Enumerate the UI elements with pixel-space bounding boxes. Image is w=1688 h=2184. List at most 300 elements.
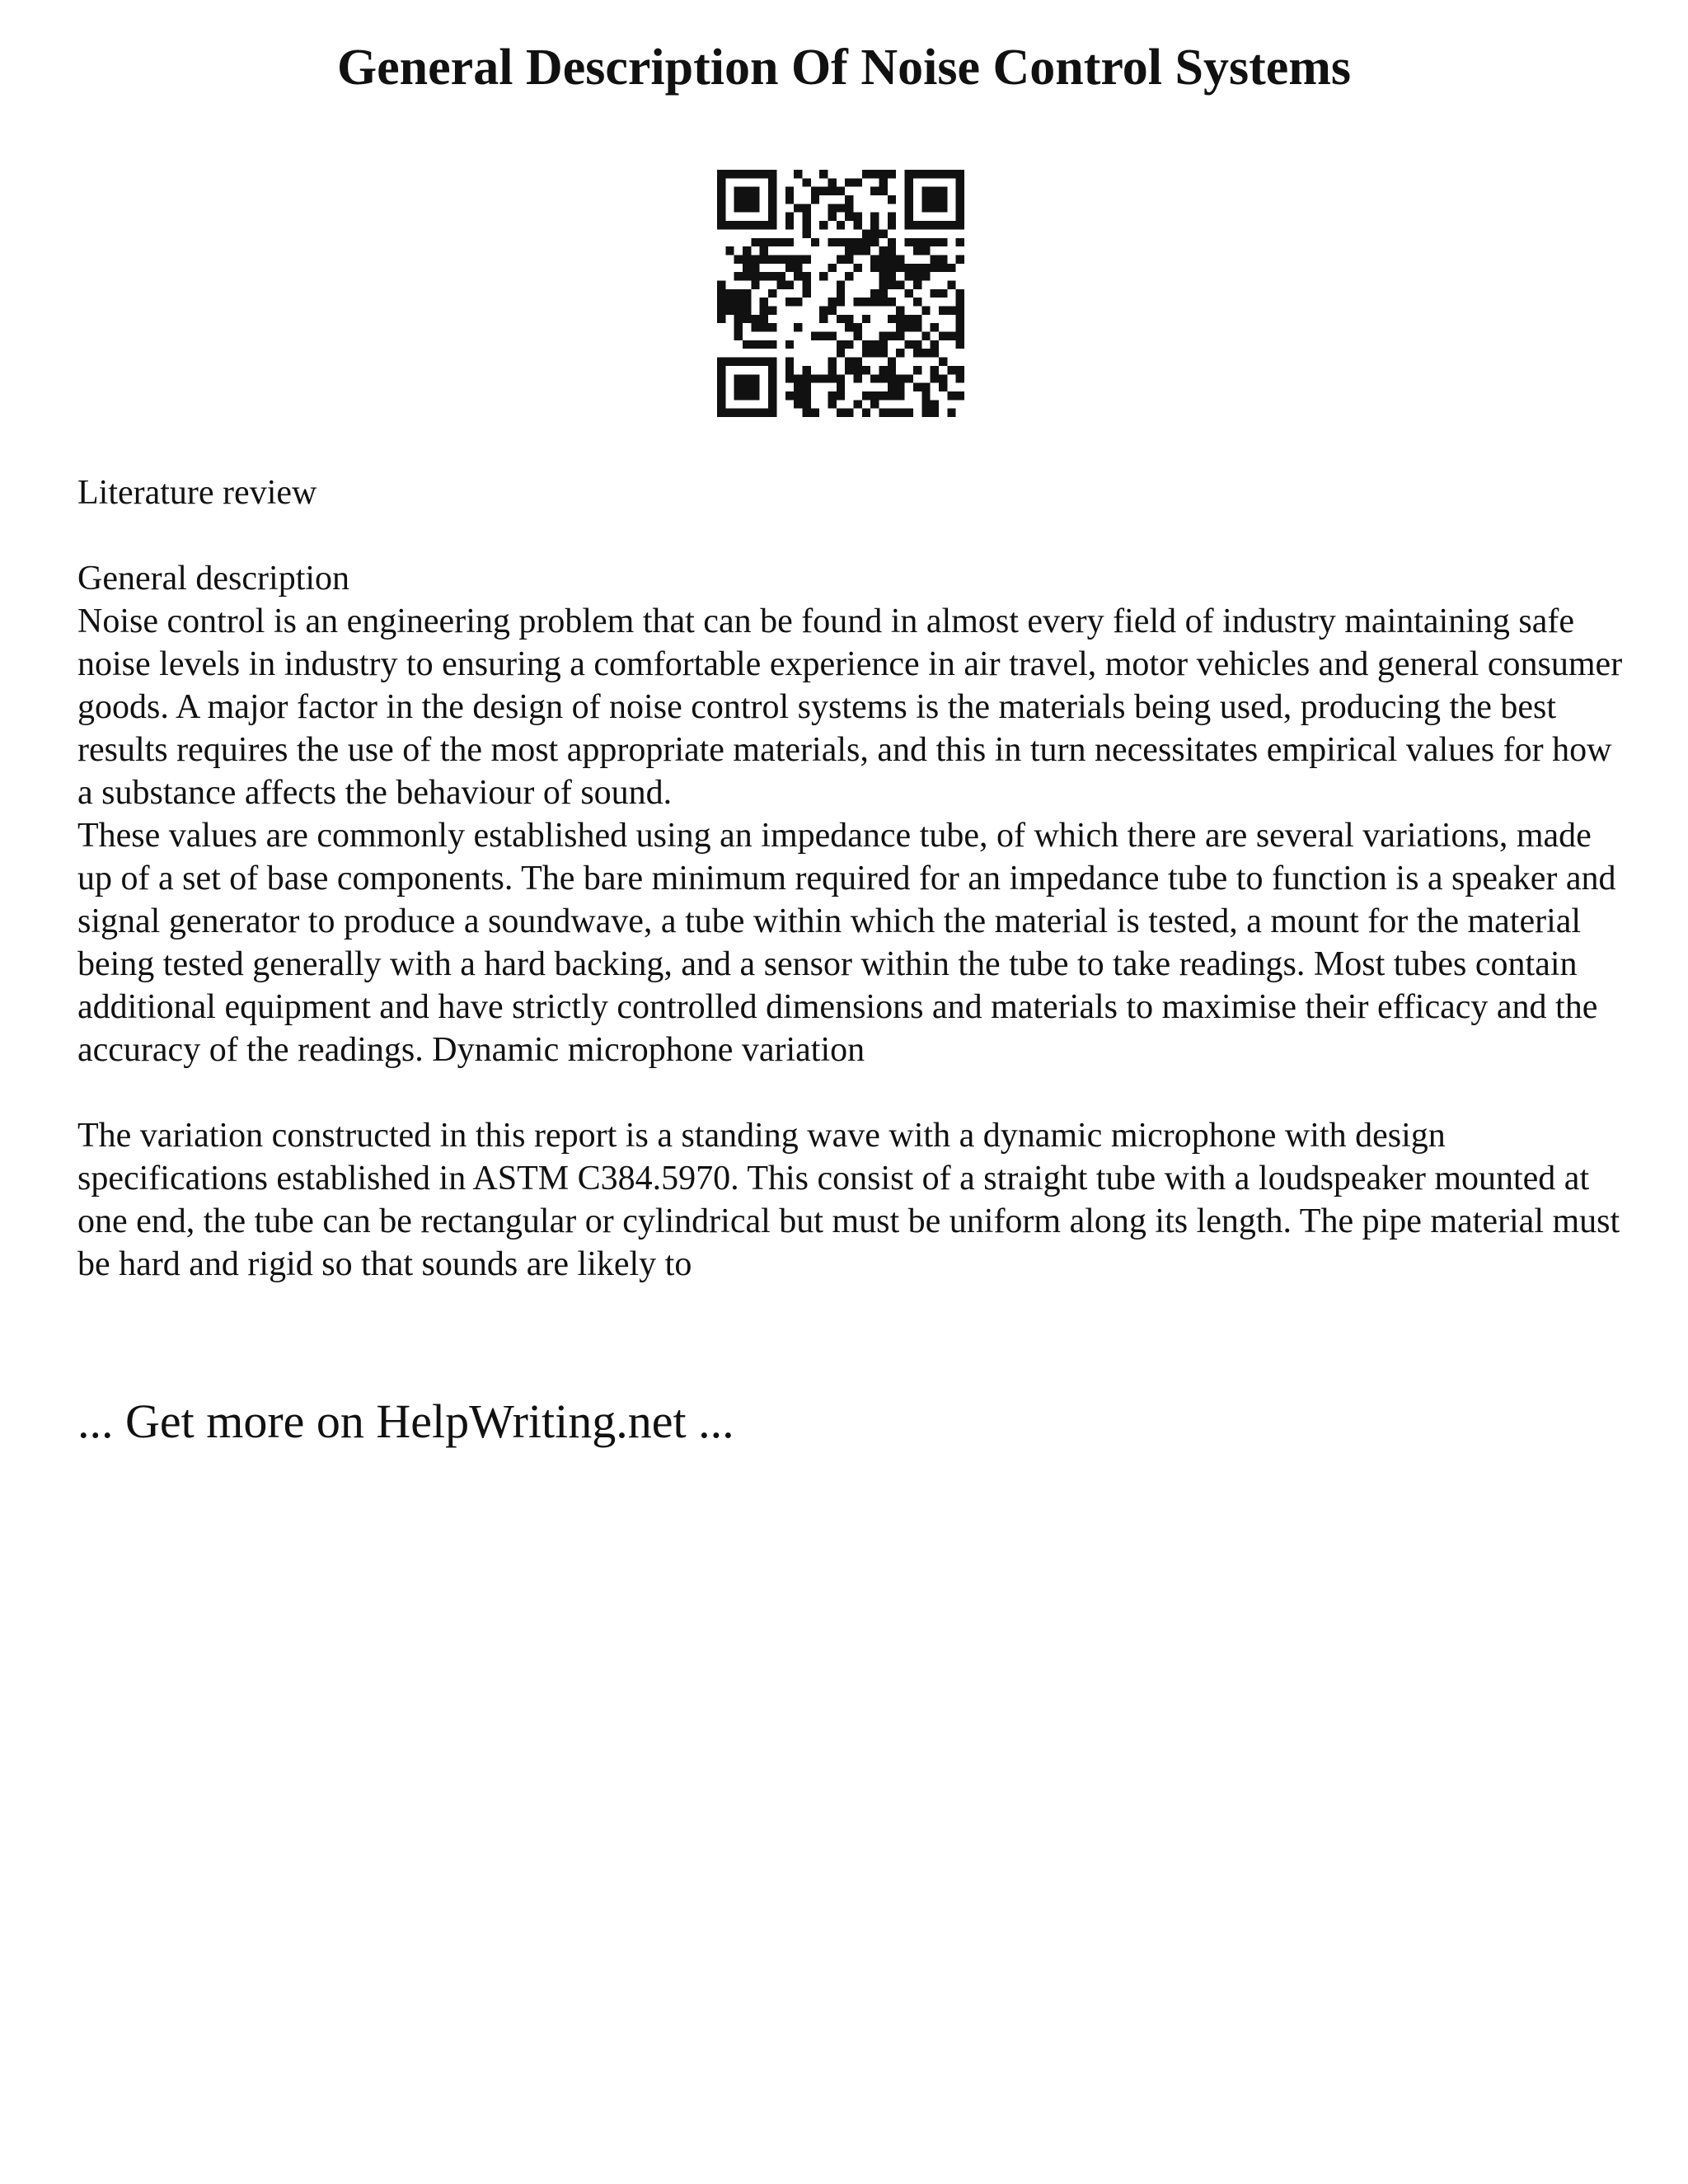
qr-module (751, 315, 759, 323)
qr-module (734, 409, 743, 417)
qr-module (768, 289, 776, 298)
qr-module (743, 307, 751, 315)
qr-module (947, 332, 955, 340)
qr-module (956, 170, 964, 178)
qr-module (751, 187, 759, 195)
qr-module (939, 255, 947, 263)
qr-module (768, 204, 776, 212)
qr-module (896, 409, 904, 417)
qr-module (854, 264, 862, 272)
qr-module (751, 272, 759, 280)
qr-module (854, 246, 862, 255)
qr-module (921, 332, 930, 340)
qr-module (879, 246, 888, 255)
qr-module (768, 238, 776, 246)
qr-module (845, 340, 853, 349)
qr-module (828, 391, 836, 400)
qr-module (888, 195, 896, 204)
promo-link[interactable]: ... Get more on HelpWriting.net ... (77, 1394, 734, 1448)
qr-module (888, 358, 896, 366)
qr-module (845, 409, 853, 417)
qr-module (802, 366, 810, 374)
qr-module (794, 383, 802, 391)
qr-module (794, 391, 802, 400)
qr-module (956, 391, 964, 400)
qr-module (819, 307, 828, 315)
qr-module (939, 358, 947, 366)
qr-module (870, 255, 879, 263)
qr-module (931, 400, 939, 408)
qr-module (947, 221, 955, 229)
qr-module (717, 391, 725, 400)
qr-module (862, 391, 870, 400)
qr-module (956, 178, 964, 186)
qr-module (743, 315, 751, 323)
section-heading: Literature review (77, 474, 317, 512)
qr-module (956, 366, 964, 374)
qr-module (879, 366, 888, 374)
qr-module (837, 280, 845, 288)
paragraph: These values are commonly established using an impedance tube, of which there are several variations, made up of a set of base components. The bare minimum required for an impedance tube to function is a speaker and signal generator to produce a soundwave, a tube within which the material is tested, a mount for the material being tested generally with a hard backing, and a sensor within the tube to take readings. Most tubes contain additional equipment and have strictly controlled dimensions and materials to maximise their efficacy and the accuracy of the readings. Dynamic microphone variation (77, 817, 1616, 1069)
qr-module (896, 323, 904, 331)
qr-module (734, 374, 743, 382)
paragraph: Noise control is an engineering problem that can be found in almost every field of industry maintaining safe noise levels in industry to ensuring a comfortable experience in air travel, motor vehicles and general consumer goods. A major factor in the design of noise control systems is the materials being used, producing the best results requires the use of the most appropriate materials, and this in turn necessitates empirical values for how a substance affects the behaviour of sound. (77, 602, 1623, 812)
qr-module (956, 289, 964, 298)
qr-module (939, 221, 947, 229)
qr-module (837, 298, 845, 306)
qr-module (939, 289, 947, 298)
qr-module (896, 349, 904, 357)
qr-module (837, 187, 845, 195)
qr-module (760, 272, 768, 280)
qr-module (717, 400, 725, 408)
qr-module (905, 264, 913, 272)
qr-module (939, 238, 947, 246)
qr-module (768, 400, 776, 408)
qr-module (888, 391, 896, 400)
qr-module (862, 315, 870, 323)
qr-module (939, 187, 947, 195)
qr-module (956, 332, 964, 340)
qr-module (828, 358, 836, 366)
qr-module (921, 187, 930, 195)
qr-module (802, 221, 810, 229)
qr-module (802, 400, 810, 408)
qr-module (751, 383, 759, 391)
qr-module (888, 170, 896, 178)
qr-module (854, 213, 862, 221)
qr-module (879, 391, 888, 400)
qr-module (837, 409, 845, 417)
qr-module (905, 221, 913, 229)
qr-module (931, 170, 939, 178)
qr-module (896, 264, 904, 272)
qr-module (802, 213, 810, 221)
qr-module (785, 374, 794, 382)
qr-module (794, 374, 802, 382)
qr-module (837, 340, 845, 349)
qr-module (751, 204, 759, 212)
qr-module (862, 246, 870, 255)
qr-module (794, 255, 802, 263)
qr-module (870, 170, 879, 178)
qr-module (794, 323, 802, 331)
qr-module (743, 246, 751, 255)
qr-module (776, 272, 785, 280)
qr-module (956, 255, 964, 263)
qr-module (870, 238, 879, 246)
qr-module (794, 400, 802, 408)
qr-module (837, 289, 845, 298)
qr-module (888, 255, 896, 263)
qr-module (879, 170, 888, 178)
qr-module (768, 195, 776, 204)
qr-module (905, 409, 913, 417)
qr-module (862, 366, 870, 374)
qr-module (921, 238, 930, 246)
qr-module (760, 170, 768, 178)
qr-module (905, 178, 913, 186)
qr-module (751, 358, 759, 366)
qr-module (837, 204, 845, 212)
qr-module (921, 272, 930, 280)
qr-module (819, 315, 828, 323)
qr-module (768, 213, 776, 221)
qr-module (845, 178, 853, 186)
qr-module (717, 374, 725, 382)
qr-module (802, 289, 810, 298)
qr-module (828, 204, 836, 212)
qr-module (717, 366, 725, 374)
qr-module (879, 187, 888, 195)
qr-module (717, 195, 725, 204)
qr-module (956, 340, 964, 349)
qr-module (913, 323, 921, 331)
qr-module (743, 272, 751, 280)
qr-module (734, 358, 743, 366)
qr-module (879, 332, 888, 340)
qr-module (939, 374, 947, 382)
qr-module (837, 349, 845, 357)
qr-module (802, 391, 810, 400)
qr-module (734, 255, 743, 263)
qr-module (931, 195, 939, 204)
qr-module (913, 366, 921, 374)
qr-module (717, 170, 725, 178)
qr-module (768, 178, 776, 186)
qr-module (879, 289, 888, 298)
qr-module (870, 187, 879, 195)
qr-module (956, 323, 964, 331)
qr-module (845, 366, 853, 374)
qr-module (734, 289, 743, 298)
qr-module (743, 340, 751, 349)
qr-module (725, 307, 734, 315)
qr-module (725, 289, 734, 298)
qr-module (785, 366, 794, 374)
qr-module (854, 366, 862, 374)
qr-module (956, 213, 964, 221)
qr-module (870, 298, 879, 306)
qr-module (854, 358, 862, 366)
qr-module (760, 358, 768, 366)
qr-module (751, 391, 759, 400)
qr-module (828, 307, 836, 315)
qr-module (802, 374, 810, 382)
qr-module (879, 340, 888, 349)
qr-module (931, 264, 939, 272)
qr-module (921, 409, 930, 417)
qr-module (785, 213, 794, 221)
qr-module (862, 340, 870, 349)
qr-module (785, 358, 794, 366)
qr-module (717, 298, 725, 306)
qr-module (913, 246, 921, 255)
qr-module (862, 409, 870, 417)
subheading: General description (77, 560, 350, 598)
qr-module (879, 272, 888, 280)
qr-module (751, 409, 759, 417)
qr-module (802, 280, 810, 288)
qr-module (743, 264, 751, 272)
qr-module (768, 383, 776, 391)
qr-module (921, 383, 930, 391)
qr-module (828, 264, 836, 272)
qr-module (931, 323, 939, 331)
qr-module (734, 315, 743, 323)
qr-module (760, 315, 768, 323)
qr-module (785, 391, 794, 400)
qr-module (751, 374, 759, 382)
qr-module (760, 246, 768, 255)
qr-module (837, 383, 845, 391)
qr-module (931, 340, 939, 349)
qr-module (870, 340, 879, 349)
qr-module (828, 238, 836, 246)
qr-module (743, 204, 751, 212)
qr-module (913, 349, 921, 357)
qr-module (794, 264, 802, 272)
qr-module (921, 170, 930, 178)
qr-module (819, 187, 828, 195)
qr-module (947, 280, 955, 288)
spacer (77, 514, 1627, 557)
qr-module (717, 178, 725, 186)
qr-module (768, 366, 776, 374)
qr-module (956, 204, 964, 212)
qr-module (888, 221, 896, 229)
qr-module (794, 272, 802, 280)
qr-module (785, 238, 794, 246)
qr-module (717, 358, 725, 366)
qr-module (734, 383, 743, 391)
qr-module (811, 187, 819, 195)
qr-module (768, 170, 776, 178)
qr-module (888, 280, 896, 288)
qr-module (862, 298, 870, 306)
qr-module (956, 187, 964, 195)
qr-module (828, 298, 836, 306)
qr-module (768, 221, 776, 229)
qr-module (931, 349, 939, 357)
qr-module (921, 246, 930, 255)
qr-module (879, 374, 888, 382)
qr-module (717, 409, 725, 417)
qr-module (743, 289, 751, 298)
qr-module (751, 221, 759, 229)
qr-module (947, 307, 955, 315)
qr-module (734, 272, 743, 280)
qr-module (888, 272, 896, 280)
qr-module (921, 221, 930, 229)
qr-module (725, 298, 734, 306)
qr-module (837, 255, 845, 263)
qr-module (888, 383, 896, 391)
qr-module (854, 332, 862, 340)
qr-module (768, 272, 776, 280)
qr-module (785, 187, 794, 195)
qr-module (760, 238, 768, 246)
qr-module (717, 204, 725, 212)
qr-module (760, 307, 768, 315)
qr-module (845, 358, 853, 366)
qr-module (913, 340, 921, 349)
qr-module (845, 315, 853, 323)
qr-module (854, 298, 862, 306)
qr-module (845, 246, 853, 255)
qr-module (913, 298, 921, 306)
qr-module (819, 374, 828, 382)
qr-module (879, 349, 888, 357)
qr-module (743, 187, 751, 195)
qr-module (888, 246, 896, 255)
qr-module (845, 323, 853, 331)
spacer (77, 1071, 1627, 1114)
qr-module (879, 255, 888, 263)
qr-module (802, 255, 810, 263)
qr-module (743, 255, 751, 263)
qr-module (802, 229, 810, 237)
qr-module (837, 391, 845, 400)
qr-module (888, 298, 896, 306)
qr-module (931, 187, 939, 195)
qr-module (905, 170, 913, 178)
qr-module (760, 340, 768, 349)
qr-module (837, 221, 845, 229)
qr-module (905, 315, 913, 323)
qr-module (913, 221, 921, 229)
qr-module (913, 170, 921, 178)
qr-module (768, 391, 776, 400)
qr-module (743, 374, 751, 382)
qr-module (956, 195, 964, 204)
qr-module (760, 409, 768, 417)
qr-module (931, 204, 939, 212)
qr-module (879, 298, 888, 306)
qr-module (896, 255, 904, 263)
qr-module (879, 409, 888, 417)
qr-module (743, 298, 751, 306)
qr-module (845, 195, 853, 204)
qr-module (734, 307, 743, 315)
qr-module (888, 238, 896, 246)
qr-module (870, 349, 879, 357)
qr-module (947, 366, 955, 374)
qr-module (896, 391, 904, 400)
qr-module (879, 280, 888, 288)
qr-module (854, 400, 862, 408)
qr-module (888, 332, 896, 340)
qr-module (947, 409, 955, 417)
qr-module (837, 315, 845, 323)
qr-module (819, 170, 828, 178)
qr-module (939, 307, 947, 315)
qr-module (862, 349, 870, 357)
qr-module (870, 391, 879, 400)
qr-module (854, 374, 862, 382)
qr-module (828, 374, 836, 382)
qr-module (939, 195, 947, 204)
qr-module (845, 238, 853, 246)
qr-module (896, 280, 904, 288)
qr-module (888, 374, 896, 382)
qr-module (939, 204, 947, 212)
qr-module (947, 264, 955, 272)
qr-module (776, 280, 785, 288)
qr-module (913, 264, 921, 272)
qr-module (828, 366, 836, 374)
qr-module (768, 340, 776, 349)
qr-module (939, 383, 947, 391)
qr-module (760, 221, 768, 229)
qr-module (785, 221, 794, 229)
qr-module (734, 204, 743, 212)
qr-module (743, 391, 751, 400)
qr-module (931, 255, 939, 263)
qr-module (776, 255, 785, 263)
qr-module (921, 264, 930, 272)
qr-module (811, 409, 819, 417)
qr-module (931, 238, 939, 246)
qr-module (768, 374, 776, 382)
qr-module (734, 323, 743, 331)
qr-module (888, 264, 896, 272)
qr-module (956, 238, 964, 246)
qr-module (854, 238, 862, 246)
qr-module (768, 358, 776, 366)
qr-module (828, 213, 836, 221)
qr-module (956, 298, 964, 306)
qr-module (828, 332, 836, 340)
qr-module (734, 187, 743, 195)
qr-module (717, 307, 725, 315)
qr-module (725, 358, 734, 366)
qr-module (921, 391, 930, 400)
qr-module (905, 195, 913, 204)
qr-module (802, 178, 810, 186)
qr-module (845, 213, 853, 221)
qr-module (947, 170, 955, 178)
qr-module (751, 280, 759, 288)
qr-module (931, 289, 939, 298)
qr-module (785, 298, 794, 306)
qr-module (921, 195, 930, 204)
qr-module (768, 187, 776, 195)
qr-module (870, 213, 879, 221)
qr-module (931, 221, 939, 229)
qr-module (725, 170, 734, 178)
qr-module (879, 264, 888, 272)
